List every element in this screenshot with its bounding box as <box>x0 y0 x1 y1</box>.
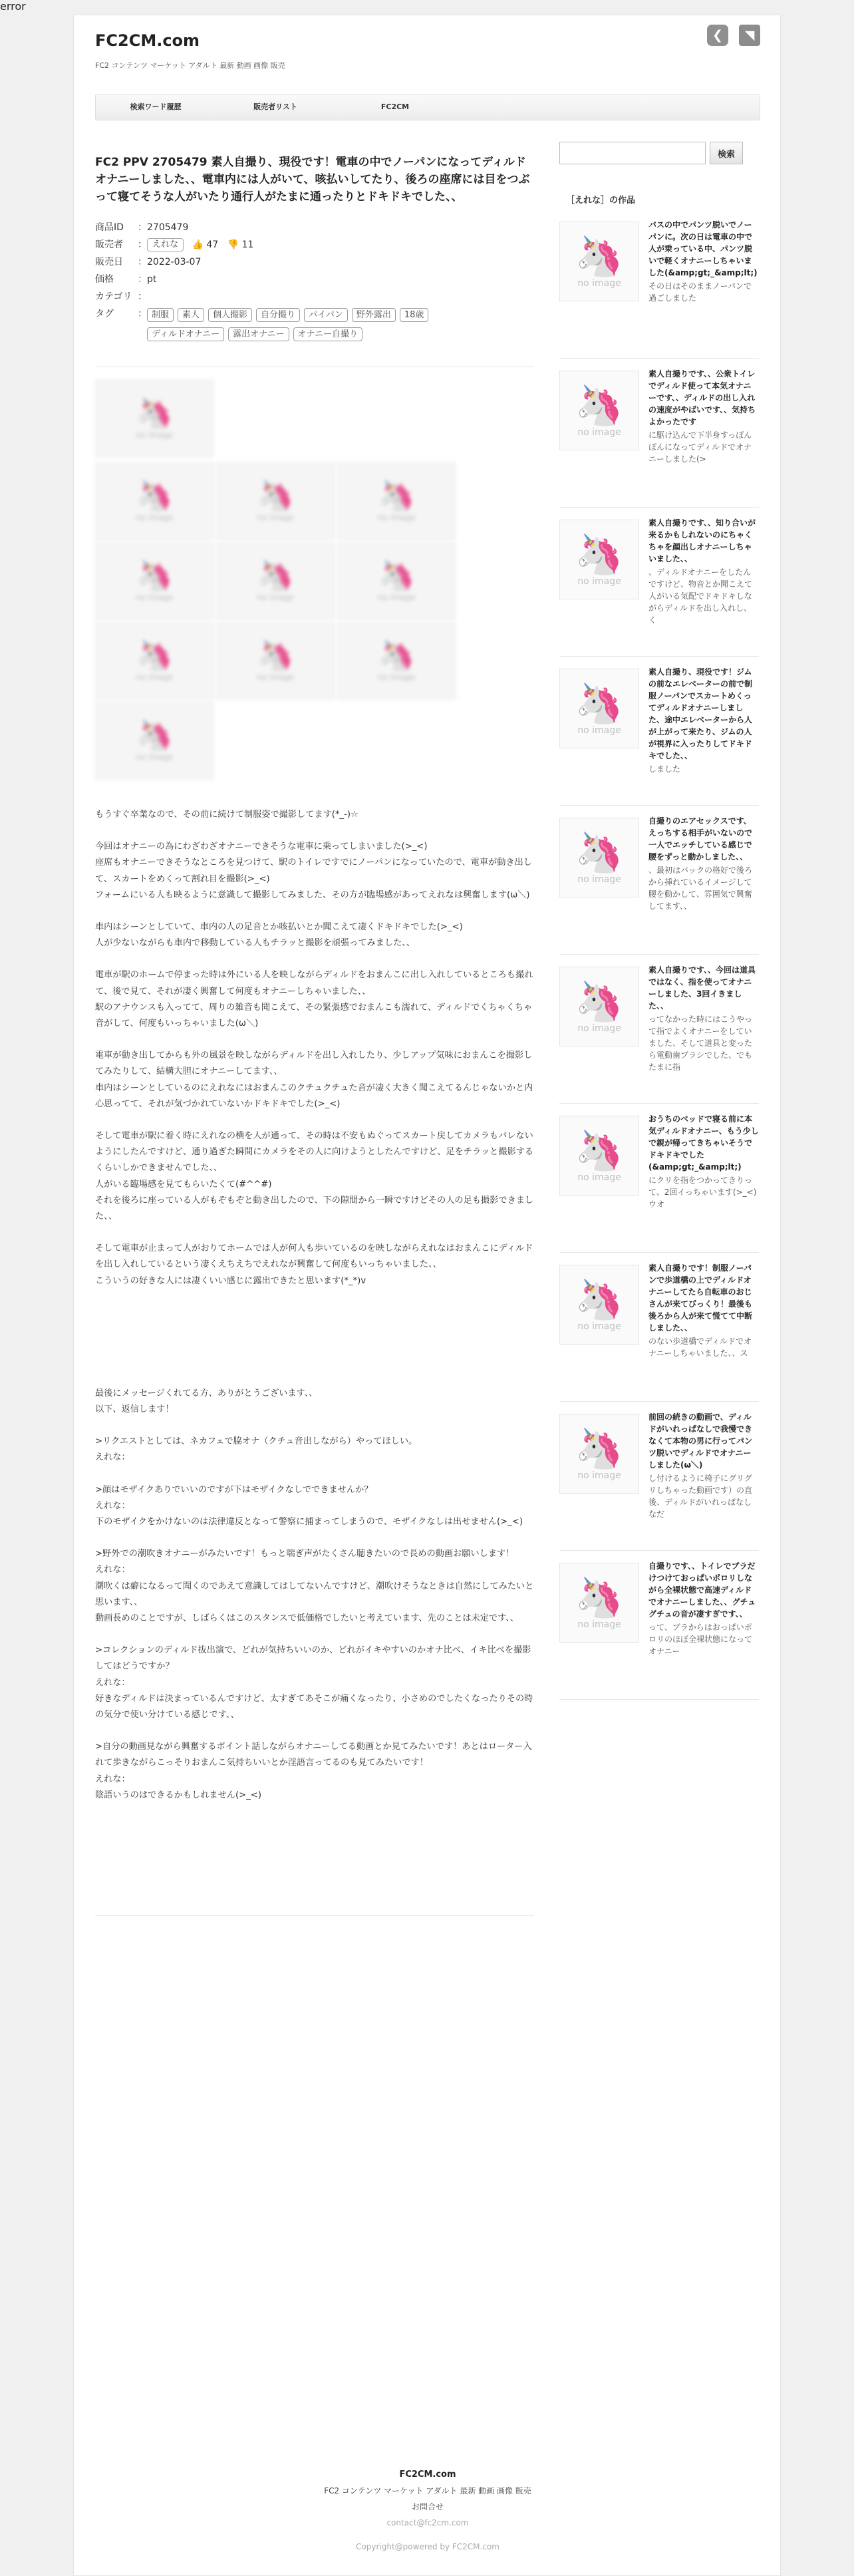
work-description: ってなかった時にはこうやって指でよくオナニーをしていました、そして道具と変ったら電動歯ブラシでした、でもたまに指 <box>648 1015 753 1072</box>
product-description <box>95 807 537 1820</box>
related-work-item[interactable] <box>559 1104 759 1253</box>
main-nav <box>95 94 760 120</box>
tag-link[interactable]: 自分撮り <box>256 308 300 322</box>
footer-tagline: FC2 コンテンツ マーケット アダルト 最新 動画 画像 販売 <box>324 2486 531 2496</box>
unicorn-placeholder-icon: 🦄 <box>575 830 624 875</box>
info-row-price: 価格 ： pt <box>95 271 534 288</box>
related-work-item[interactable] <box>559 955 759 1104</box>
work-description: その日はそのままノーパンで過ごしました <box>648 281 752 303</box>
description-paragraph: 電車が動き出してからも外の風景を映しながらディルドを出し入れしたり、少しアップ気味におまんこを撮影してみたりして、結構大胆にオナニーしてます、、 車内はシーンとしているのにえれなにはおまんこのクチュクチュた音が凄く大きく聞こえてるんじゃないかと内心思ってて、それが気づかれていないかドキドキでした(>_<) <box>95 1050 533 1109</box>
info-row-seller: 販売者 ： えれな 👍 47 👎 11 <box>95 236 534 253</box>
seller-link[interactable]: えれな <box>147 238 184 251</box>
related-work-item[interactable] <box>559 806 759 955</box>
tag-link[interactable]: 素人 <box>178 308 204 322</box>
no-image-label: no image <box>577 427 621 438</box>
no-image-label: no image <box>577 1470 621 1481</box>
seller-works-title: ［えれな］の作品 <box>566 196 636 206</box>
category <box>147 288 534 305</box>
footer-email[interactable]: contact@fc2cm.com <box>386 2518 469 2527</box>
description-paragraph: >自分の動画見ながら興奮するポイント話しながらオナニーしてる動画とか見てみたいです！あとはローター入れて歩きながらこっそりおまんこ気持ちいいとか淫語言ってるのも見てみたいです！ えれな： 陰語いうのはできるかもしれません(>_<) <box>95 1742 532 1800</box>
sample-thumbnail[interactable] <box>216 542 335 619</box>
work-description: って、ブラからはおっぱいポロリのほぼ全裸状態になってオナニー <box>648 1623 753 1656</box>
site-tagline: FC2 コンテンツ マーケット アダルト 最新 動画 画像 販売 <box>95 61 285 70</box>
nav-seller-list[interactable]: 販売者リスト <box>253 102 297 111</box>
rss-icon[interactable]: ◥ <box>739 25 760 46</box>
description-paragraph: 最後にメッセージくれてる方、ありがとうございます、、 以下、返信します！ <box>95 1388 318 1414</box>
no-image-label: no image <box>577 576 621 587</box>
work-thumbnail[interactable] <box>559 967 639 1046</box>
description-paragraph: 電車が駅のホームで停まった時は外にいる人を映しながらディルドをおまんこに出し入れしているところも撮れて、後で見て、それが凄く興奮して何度もオナニーしちゃいました、、 駅のアナウンスも入ってて、周りの雑音も聞こえて、その緊張感でおまんこも濡れて、ディルドでくちゃくちゃ音がして、何度もいっちゃいました(ω＼) <box>95 970 533 1029</box>
work-thumbnail[interactable] <box>559 1414 639 1494</box>
unicorn-placeholder-icon: 🦄 <box>136 639 173 673</box>
work-thumbnail[interactable] <box>559 1116 639 1196</box>
thumbs-down-icon: 👎 <box>227 240 239 250</box>
no-image-label: no image <box>577 725 621 736</box>
work-thumbnail[interactable] <box>559 669 639 748</box>
no-image-label: no image <box>577 1023 621 1034</box>
tag-link[interactable]: 野外露出 <box>352 308 396 322</box>
dislike-count: 👎 11 <box>227 240 254 250</box>
tag-link[interactable]: 露出オナニー <box>228 327 289 341</box>
header-icons <box>707 25 760 46</box>
work-title[interactable]: 素人自撮りです、、今回は道具ではなく、指を使ってオナニーしました、3回イきました、、 <box>648 965 756 1011</box>
info-label: 商品ID <box>95 222 124 233</box>
description-paragraph: >コレクションのディルド抜出演で、どれが気持ちいいのか、どれがイキやすいのかオナ比べ、イキ比べを撮影してはどうですか？ えれな： 好きなディルドは決まっているんですけど、太すぎてあそこが痛くなったり、小さめのでしたくなったりその時の気分で使い分けている感じです、、 <box>95 1645 533 1720</box>
thumbs-up-icon: 👍 <box>192 240 204 250</box>
no-image-label: no image <box>135 593 174 602</box>
info-label: 価格 <box>95 274 114 285</box>
feedly-icon[interactable]: ❮ <box>707 25 728 46</box>
unicorn-placeholder-icon: 🦄 <box>378 479 415 513</box>
footer-logo[interactable]: FC2CM.com <box>399 2470 456 2480</box>
price: pt <box>147 274 157 285</box>
unicorn-placeholder-icon: 🦄 <box>575 979 624 1024</box>
work-title[interactable]: 素人自撮りです、、公衆トイレでディルド使って本気オナニーです、、ディルドの出し入れの速度がやばいです、、気持ちよかったです <box>648 369 756 426</box>
work-description: に駆け込んで下半身すっぽんぽんになってディルドでオナニーしました(> <box>648 430 752 464</box>
sample-thumbnail[interactable] <box>337 542 456 619</box>
no-image-label: no image <box>577 1321 621 1332</box>
no-image-label: no image <box>135 673 174 682</box>
related-work-item[interactable] <box>559 1551 759 1700</box>
search-input[interactable] <box>559 142 706 164</box>
sample-thumbnail[interactable] <box>337 622 456 699</box>
sample-thumbnail[interactable] <box>216 462 335 540</box>
info-row-date: 販売日 ： 2022-03-07 <box>95 253 534 271</box>
no-image-label: no image <box>577 1619 621 1630</box>
no-image-label: no image <box>377 513 416 522</box>
tag-link[interactable]: パイパン <box>304 308 348 322</box>
description-paragraph: 車内はシーンとしていて、車内の人の足音とか咳払いとか聞こえて凄くドキドキでした(>_<) 人が少ないながらも車内で移動している人もチラッと撮影を頑張ってみました、、 <box>95 922 463 949</box>
unicorn-placeholder-icon: 🦄 <box>575 383 624 428</box>
no-image-label: no image <box>256 673 295 682</box>
no-image-label: no image <box>135 513 174 522</box>
work-thumbnail[interactable] <box>559 1563 639 1643</box>
work-description: 、最初はバックの格好で後ろから挿れているイメージして腰を動かして、雰囲気で興奮してます、、 <box>648 866 753 911</box>
description-paragraph: そして電車が止まって人がおりてホームでは人が何人も歩いているのを映しながらえれなはおまんこにディルドを出し入れしているという凄くえちえちでえれなが興奮して何度もいっちゃいました、、 こういうの好きな人には凄くいい感じに露出できたと思います(*_*)v <box>95 1243 533 1286</box>
tag-link[interactable]: オナニー自撮り <box>293 327 362 341</box>
no-image-label: no image <box>577 1172 621 1183</box>
footer-contact-link[interactable]: お問合せ <box>411 2502 444 2511</box>
unicorn-placeholder-icon: 🦄 <box>136 397 173 430</box>
info-row-id: 商品ID ： 2705479 <box>95 219 534 236</box>
footer-copyright: Copyright@powered by FC2CM.com <box>356 2542 499 2551</box>
description-paragraph: もうすぐ卒業なので、その前に続けて制服姿で撮影してます(*_-)☆ <box>95 810 358 820</box>
info-label: カテゴリ <box>95 291 132 302</box>
sample-thumbnail[interactable] <box>216 622 335 699</box>
description-paragraph: >顔はモザイクありでいいのですが下はモザイクなしでできませんか？ えれな： 下のモザイクをかけないのは法律違反となって警察に捕まってしまうので、モザイクなしは出せません(>_<) <box>95 1484 523 1527</box>
work-title[interactable]: 素人自撮り、現役です！ジムの前なエレベーターの前で制服ノーパンでスカートめくってディルドオナニーしました、途中エレベーターから人が上がって来たり、ジムの人が視界に入ったりしてドキドキでした、、 <box>648 667 753 760</box>
unicorn-placeholder-icon: 🦄 <box>575 234 624 279</box>
unicorn-placeholder-icon: 🦄 <box>257 559 294 593</box>
work-thumbnail[interactable] <box>559 818 639 897</box>
related-work-item[interactable] <box>559 210 759 359</box>
no-image-label: no image <box>377 593 416 602</box>
no-image-label: no image <box>135 430 174 440</box>
sample-thumbnail[interactable] <box>95 542 214 619</box>
error-text: error <box>0 0 26 13</box>
unicorn-placeholder-icon: 🦄 <box>575 1575 624 1620</box>
work-description: 、ディルドオナニーをしたんですけど、物音とか聞こえて人がいる気配でドキドキしながらディルドを出し入れし、く <box>648 567 753 625</box>
product-title: FC2 PPV 2705479 素人自撮り、現役です！電車の中でノーパンになってディルドオナニーしました、、電車内には人がいて、咳払いしてたり、後ろの座席には目をつぶって寝てそうな人がいたり通行人がたまに通ったりとドキドキでした、、 <box>95 156 530 204</box>
description-paragraph <box>95 1305 537 1370</box>
description-paragraph: >野外での潮吹きオナニーがみたいです！もっと喘ぎ声がたくさん聴きたいので長めの動画お願いします！ えれな： 潮吹くは癖になるって聞くのであえて意識してはしてないんですけど、潮吹けそうなときは自然にしてみたいと思います、、 動画長めのことですが、しばらくはこのスタンスで低価格でしたいと考えています、先のことは未定です、、 <box>95 1549 534 1623</box>
work-title[interactable]: 素人自撮りです！制服ノーパンで歩道橋の上でディルドオナニーしてたら自転車のおじさんが来てびっくり！最後も後ろから人が来て慌てて中断しました、、 <box>648 1263 753 1333</box>
sample-thumbnail[interactable] <box>95 702 214 779</box>
sample-thumbnail[interactable] <box>95 462 214 540</box>
unicorn-placeholder-icon: 🦄 <box>575 1277 624 1322</box>
work-thumbnail[interactable] <box>559 520 639 599</box>
description-paragraph: >リクエストとしては、ネカフェで脇オナ（クチュ音出しながら）やってほしい。 えれな： <box>95 1436 418 1463</box>
info-label: タグ <box>95 309 114 319</box>
tag-link[interactable]: 個人撮影 <box>208 308 252 322</box>
nav-fc2cm[interactable]: FC2CM <box>380 102 410 111</box>
unicorn-placeholder-icon: 🦄 <box>575 1128 624 1173</box>
info-row-tags: タグ ： 制服 素人 個人撮影 自分撮り パイパン 野外露出 18歳 ディルドオナニー 露出オナニー オナニー自撮り <box>95 305 534 347</box>
work-title[interactable]: 前回の続きの動画で、ディルドがいれっぱなしで我慢できなくて本物の男に行ってパンツ脱いでディルドでオナニーしました(ω＼) <box>648 1412 753 1470</box>
description-paragraph: そして電車が駅に着く時にえれなの横を人が通って、その時は不安もぬぐってスカート戻してカメラもバレないようにしたんですけど、通り過ぎた瞬間にカメラをその人に向けようとしたんですけど、足をチラッと撮影するくらいしかできませんでした、、 人がいる臨場感を見てもらいたくて(#^^#) それを後ろに座っている人がもぞもぞと動き出したので、下の隙間から一瞬ですけどその人の足も撮影できました、、 <box>95 1131 534 1222</box>
related-work-item[interactable] <box>559 508 759 657</box>
work-description: しました <box>648 764 681 774</box>
no-image-label: no image <box>135 752 174 762</box>
related-work-item[interactable] <box>559 1402 759 1551</box>
work-title[interactable]: 素人自撮りです、、知り合いが来るかもしれないのにちゃくちゃを顔出しオナニーしちゃいました、、 <box>648 518 756 564</box>
divider <box>95 1915 534 1916</box>
unicorn-placeholder-icon: 🦄 <box>575 532 624 577</box>
tag-link[interactable]: 制服 <box>147 308 174 322</box>
unicorn-placeholder-icon: 🦄 <box>378 639 415 673</box>
unicorn-placeholder-icon: 🦄 <box>136 479 173 513</box>
unicorn-placeholder-icon: 🦄 <box>575 1426 624 1471</box>
tag-link[interactable]: 18歳 <box>400 308 429 322</box>
work-thumbnail[interactable] <box>559 1265 639 1345</box>
work-title[interactable]: 自撮りのエアセックスです、えっちする相手がいないので一人でエッチしている感じで腰をずっと動かしました、、 <box>648 816 753 862</box>
nav-search-history[interactable]: 検索ワード履歴 <box>130 102 182 111</box>
tag-list <box>147 305 480 347</box>
no-image-label: no image <box>577 874 621 885</box>
unicorn-placeholder-icon: 🦄 <box>575 681 624 726</box>
info-label: 販売者 <box>95 240 123 250</box>
unicorn-placeholder-icon: 🦄 <box>257 639 294 673</box>
related-work-item[interactable] <box>559 359 759 508</box>
sample-thumbnail[interactable] <box>337 462 456 540</box>
description-paragraph: 今回はオナニーの為にわざわざオナニーできそうな電車に乗ってしまいました(>_<) 座席もオナニーできそうなところを見つけて、駅のトイレですでにノーパンになっていたので、電車が動き出して、スカートをめくって割れ目を撮影(>_<) フォームにいる人も映るように意識して撮影してみました、その方が臨場感があってえれなは興奮します(ω＼) <box>95 842 532 900</box>
search-form <box>559 142 743 164</box>
work-description: にクリを指をつかってきりって、2回イっちゃいます(>_<)ウオ <box>648 1176 757 1209</box>
info-label: 販売日 <box>95 257 123 267</box>
no-image-label: no image <box>256 593 295 602</box>
product-id: 2705479 <box>147 222 189 233</box>
work-title[interactable]: おうちのベッドで寝る前に本気ディルドオナニー、もう少しで親が帰ってきちゃいそうでドキドキでした(&amp;gt;_&amp;lt;) <box>648 1114 759 1172</box>
unicorn-placeholder-icon: 🦄 <box>136 719 173 752</box>
sample-thumbnail[interactable] <box>95 622 214 699</box>
work-thumbnail[interactable] <box>559 222 639 301</box>
site-logo[interactable]: FC2CM.com <box>95 31 200 50</box>
product-info <box>95 219 534 347</box>
unicorn-placeholder-icon: 🦄 <box>257 479 294 513</box>
work-description: のない歩道橋でディルドでオナニーしちゃいました、、ス <box>648 1337 752 1358</box>
sample-image-grid <box>95 380 468 792</box>
no-image-label: no image <box>377 673 416 682</box>
work-title[interactable]: 自撮りです、、トイレでブラだけつけておっぱいポロリしながら全裸状態で高速ディルドでオナニーしました、、グチュグチュの音が凄すぎです、、 <box>648 1561 756 1619</box>
work-title[interactable]: バスの中でパンツ脱いでノーパンに。次の日は電車の中で人が乗っている中、パンツ脱いで軽くオナニーしちゃいました(&amp;gt;_&amp;lt;) <box>648 220 758 277</box>
search-button[interactable]: 検索 <box>710 142 743 164</box>
no-image-label: no image <box>256 513 295 522</box>
related-work-item[interactable] <box>559 657 759 806</box>
like-count: 👍 47 <box>192 240 219 250</box>
footer <box>74 2467 782 2555</box>
work-description: し付けるように椅子にグリグリしちゃった動画です）の直後、ディルドがいれっぱなしなだ <box>648 1474 753 1519</box>
tag-link[interactable]: ディルドオナニー <box>147 327 224 341</box>
no-image-label: no image <box>577 278 621 289</box>
seller-works-list <box>559 210 759 1700</box>
sample-thumbnail[interactable] <box>95 380 214 457</box>
unicorn-placeholder-icon: 🦄 <box>378 559 415 593</box>
related-work-item[interactable] <box>559 1253 759 1402</box>
work-thumbnail[interactable] <box>559 371 639 450</box>
unicorn-placeholder-icon: 🦄 <box>136 559 173 593</box>
info-row-category: カテゴリ ： <box>95 288 534 305</box>
page-container <box>73 15 781 2576</box>
sale-date: 2022-03-07 <box>147 257 202 267</box>
